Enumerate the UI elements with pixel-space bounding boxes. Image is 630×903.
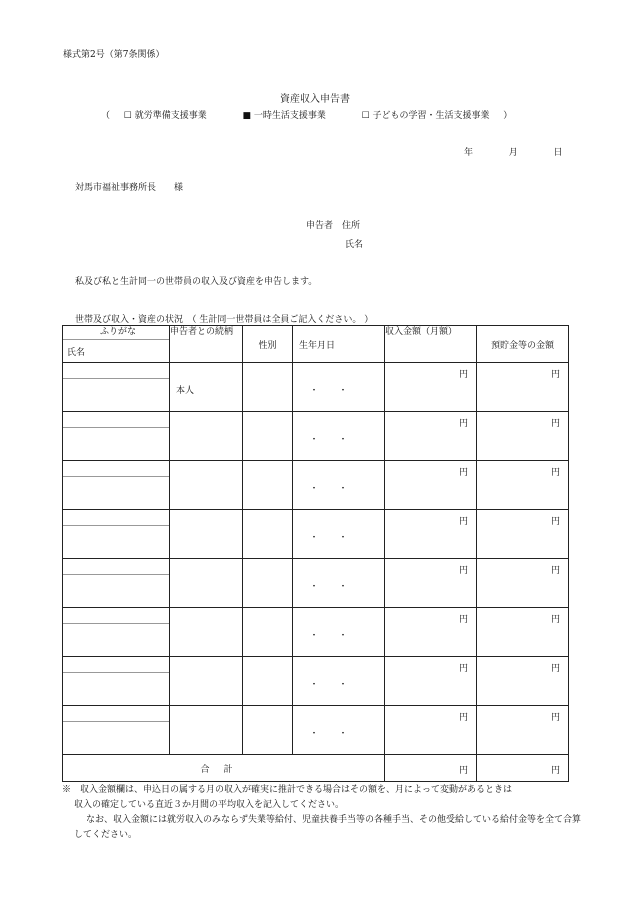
household-table <box>62 325 569 782</box>
date-month-label: 月 <box>508 148 518 158</box>
yen-unit: 円 <box>550 419 560 429</box>
member-name-field[interactable] <box>63 575 169 607</box>
table-row <box>63 608 569 657</box>
member-furigana-field[interactable] <box>63 559 169 575</box>
header-savings <box>477 326 569 363</box>
declaration-text: 私及び私と生計同一の世帯員の収入及び資産を申告します。 <box>75 277 318 287</box>
member-gender-field[interactable] <box>243 510 293 559</box>
member-relation-field[interactable] <box>170 608 243 657</box>
table-row <box>63 657 569 706</box>
dob-dots: ・・ <box>309 435 368 445</box>
member-gender-field[interactable] <box>243 412 293 461</box>
member-dob-field[interactable] <box>293 657 385 706</box>
member-income-field[interactable] <box>385 706 477 755</box>
dob-dots: ・・ <box>309 582 368 592</box>
yen-unit: 円 <box>458 615 468 625</box>
member-savings-field[interactable] <box>477 706 569 755</box>
member-furigana-field[interactable] <box>63 706 169 722</box>
program-child-learning[interactable]: ☐ 子どもの学習・生活支援事業 <box>361 111 490 121</box>
header-income: 収入金額（月額） <box>385 326 477 363</box>
member-income-field[interactable] <box>385 657 477 706</box>
date-year-label: 年 <box>464 148 474 158</box>
dob-dots: ・・ <box>309 680 368 690</box>
member-relation-field[interactable] <box>170 510 243 559</box>
member-income-field[interactable] <box>385 510 477 559</box>
program-temporary-living[interactable]: ■ 一時生活支援事業 <box>242 111 326 121</box>
table-row <box>63 412 569 461</box>
member-gender-field[interactable] <box>243 608 293 657</box>
header-name-cell <box>63 326 170 363</box>
footnote-line-1: ※ 収入金額欄は、申込日の属する月の収入が確実に推計できる場合はその額を、月によって変動があるときは <box>62 785 513 795</box>
yen-unit: 円 <box>550 713 560 723</box>
yen-unit: 円 <box>458 713 468 723</box>
header-dob <box>293 326 385 363</box>
member-name-cell[interactable] <box>63 412 170 461</box>
yen-unit: 円 <box>458 517 468 527</box>
header-name: 氏名 <box>67 347 86 358</box>
header-dob-label: 生年月日 <box>299 340 336 351</box>
member-dob-field[interactable] <box>293 706 385 755</box>
member-savings-field[interactable] <box>477 657 569 706</box>
total-label: 合計 <box>63 755 385 782</box>
dob-dots: ・・ <box>309 484 368 494</box>
footnote <box>62 783 582 843</box>
member-dob-field[interactable] <box>293 461 385 510</box>
declarant-address-label: 申告者 住所 <box>306 221 361 231</box>
member-relation-field[interactable] <box>170 706 243 755</box>
addressee: 対馬市福祉事務所長 様 <box>75 183 184 193</box>
date-day-label: 日 <box>553 148 563 158</box>
table-row <box>63 706 569 755</box>
footnote-line-2: 収入の確定している直近３か月間の平均収入を記入してください。 <box>74 800 345 810</box>
member-name-cell[interactable] <box>63 461 170 510</box>
yen-unit: 円 <box>458 419 468 429</box>
table-row <box>63 363 569 412</box>
member-dob-field[interactable] <box>293 559 385 608</box>
member-savings-field[interactable] <box>477 510 569 559</box>
header-furigana: ふりがな <box>63 326 169 340</box>
member-name-cell[interactable] <box>63 608 170 657</box>
member-name-field[interactable] <box>63 722 169 754</box>
table-row <box>63 559 569 608</box>
table-header-row <box>63 326 569 363</box>
close-paren: ） <box>503 111 513 121</box>
open-paren: （ <box>101 111 111 121</box>
member-name-field[interactable] <box>63 477 169 509</box>
member-name-cell[interactable] <box>63 657 170 706</box>
member-relation-field[interactable] <box>170 559 243 608</box>
member-relation-field[interactable] <box>170 657 243 706</box>
table-row <box>63 510 569 559</box>
yen-unit: 円 <box>550 468 560 478</box>
date-line <box>464 145 563 158</box>
member-furigana-field[interactable] <box>63 510 169 526</box>
member-dob-field[interactable] <box>293 510 385 559</box>
member-furigana-field[interactable] <box>63 412 169 428</box>
total-savings-field[interactable] <box>477 755 569 782</box>
header-savings-label: 預貯金等の金額 <box>490 340 554 351</box>
program-selection <box>101 108 512 121</box>
member-savings-field[interactable] <box>477 412 569 461</box>
header-relation: 申告者との続柄 <box>170 326 243 363</box>
yen-unit: 円 <box>550 615 560 625</box>
member-income-field[interactable] <box>385 363 477 412</box>
total-income-field[interactable] <box>385 755 477 782</box>
member-gender-field[interactable] <box>243 657 293 706</box>
member-name-field[interactable] <box>63 526 169 558</box>
member-name-field[interactable] <box>63 428 169 460</box>
member-savings-field[interactable] <box>477 559 569 608</box>
member-gender-field[interactable] <box>243 363 293 412</box>
member-name-field[interactable] <box>63 624 169 656</box>
yen-unit: 円 <box>458 370 468 380</box>
document-title: 資産収入申告書 <box>280 94 350 105</box>
member-savings-field[interactable] <box>477 608 569 657</box>
member-relation-field[interactable] <box>170 412 243 461</box>
member-income-field[interactable] <box>385 461 477 510</box>
member-furigana-field[interactable] <box>63 657 169 673</box>
yen-unit: 円 <box>550 664 560 674</box>
member-dob-field[interactable] <box>293 363 385 412</box>
member-gender-field[interactable] <box>243 559 293 608</box>
yen-unit: 円 <box>458 766 468 776</box>
member-name-field[interactable] <box>63 673 169 705</box>
member-name-cell[interactable] <box>63 559 170 608</box>
member-furigana-field[interactable] <box>63 461 169 477</box>
yen-unit: 円 <box>458 468 468 478</box>
dob-dots: ・・ <box>309 631 368 641</box>
member-savings-field[interactable] <box>477 363 569 412</box>
member-income-field[interactable] <box>385 412 477 461</box>
member-relation-field[interactable] <box>170 461 243 510</box>
declarant-name-label: 氏名 <box>345 240 364 250</box>
member-relation-field[interactable] <box>170 363 243 412</box>
dob-dots: ・・ <box>309 729 368 739</box>
member-name-cell[interactable] <box>63 363 170 412</box>
header-gender <box>243 326 293 363</box>
yen-unit: 円 <box>458 664 468 674</box>
member-name-field[interactable] <box>63 379 169 411</box>
member-dob-field[interactable] <box>293 608 385 657</box>
table-total-row <box>63 755 569 782</box>
footnote-line-3: なお、収入金額には就労収入のみならず失業等給付、児童扶養手当等の各種手当、その他受給している給付金等を全て合算してください。 <box>74 815 582 840</box>
table-row <box>63 461 569 510</box>
yen-unit: 円 <box>458 566 468 576</box>
yen-unit: 円 <box>550 370 560 380</box>
self-label: 本人 <box>176 386 195 396</box>
yen-unit: 円 <box>550 517 560 527</box>
member-furigana-field[interactable] <box>63 363 169 379</box>
member-savings-field[interactable] <box>477 461 569 510</box>
yen-unit: 円 <box>550 766 560 776</box>
dob-dots: ・・ <box>309 386 368 396</box>
member-furigana-field[interactable] <box>63 608 169 624</box>
dob-dots: ・・ <box>309 533 368 543</box>
header-gender-label: 性別 <box>258 340 277 351</box>
form-number: 様式第2号（第7条関係） <box>63 50 165 60</box>
member-gender-field[interactable] <box>243 706 293 755</box>
yen-unit: 円 <box>550 566 560 576</box>
program-employment-prep[interactable]: ☐ 就労準備支援事業 <box>123 111 207 121</box>
table-caption: 世帯及び収入・資産の状況 （ 生計同一世帯員は全員ご記入ください。 ） <box>75 315 374 325</box>
member-name-cell[interactable] <box>63 706 170 755</box>
member-gender-field[interactable] <box>243 461 293 510</box>
member-dob-field[interactable] <box>293 412 385 461</box>
member-income-field[interactable] <box>385 608 477 657</box>
member-income-field[interactable] <box>385 559 477 608</box>
member-name-cell[interactable] <box>63 510 170 559</box>
